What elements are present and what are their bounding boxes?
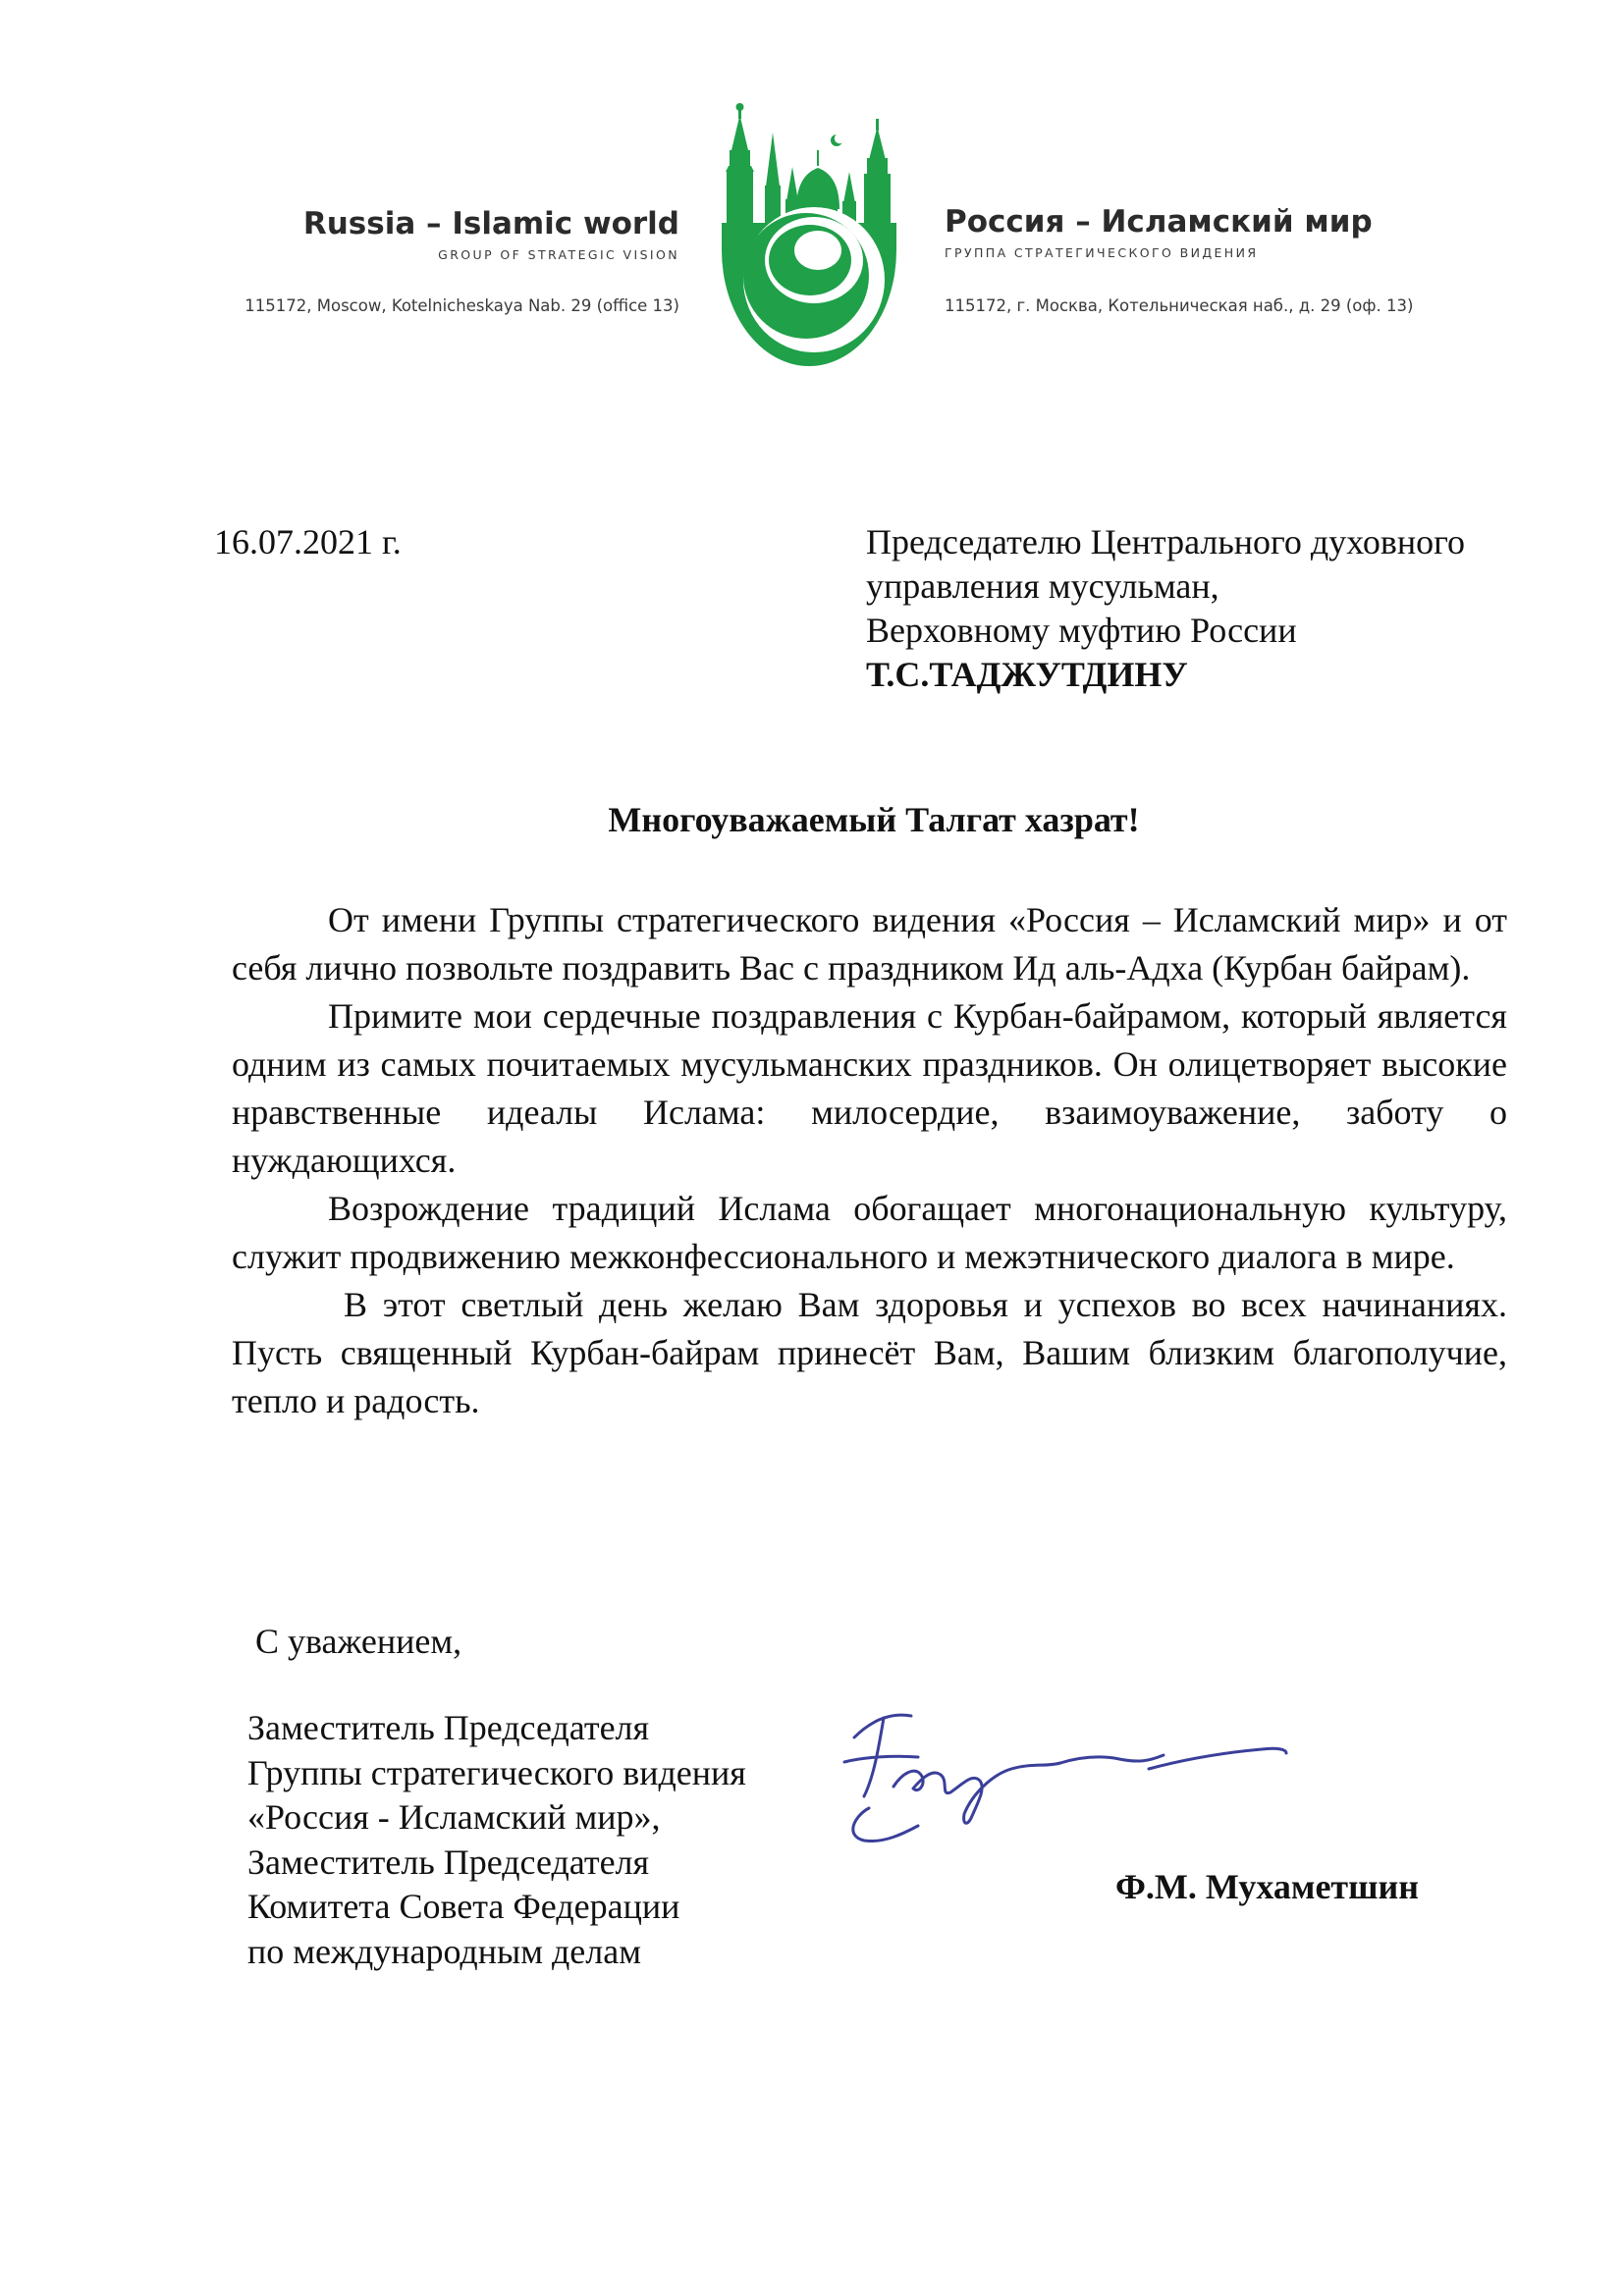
letter-body [232,896,1507,1425]
body-paragraph: От имени Группы стратегического видения «Россия – Исламский мир» и от себя лично позвольте поздравить Вас с праздником Ид аль-Адха (Курбан байрам). [232,900,1507,988]
letterhead-right-title: Россия – Исламский мир [945,204,1373,240]
position-line: «Россия - Исламский мир», [247,1797,661,1837]
position-line: Заместитель Председателя [247,1842,650,1882]
addressee-line: Верховному муфтию России [866,611,1297,650]
body-paragraph: В этот светлый день желаю Вам здоровья и успехов во всех начинаниях. Пусть священный Курбан-байрам принесёт Вам, Вашим близким благополучие, тепло и радость. [232,1285,1507,1420]
handwritten-signature-icon [825,1679,1296,1855]
signatory-name: Ф.М. Мухаметшин [1115,1867,1419,1906]
letterhead-right-subtitle: ГРУППА СТРАТЕГИЧЕСКОГО ВИДЕНИЯ [945,245,1259,260]
letterhead-left-subtitle: GROUP OF STRATEGIC VISION [438,247,679,262]
signatory-position [247,1706,746,1974]
addressee-line: Председателю Центрального духовного [866,522,1465,561]
letterhead-left-title: Russia – Islamic world [302,206,679,241]
position-line: Заместитель Председателя [247,1708,650,1747]
position-line: Комитета Совета Федерации [247,1887,680,1926]
body-paragraph: Возрождение традиций Ислама обогащает многонациональную культуру, служит продвижению межконфессионального и межэтнического диалога в мире. [232,1189,1507,1276]
salutation: Многоуважаемый Талгат хазрат! [608,800,1140,839]
position-line: по международным делам [247,1931,641,1971]
addressee-block [866,520,1465,697]
body-paragraph: Примите мои сердечные поздравления с Курбан-байрамом, который является одним из самых почитаемых мусульманских праздников. Он олицетворяет высокие нравственные идеалы Ислама: милосердие, взаимоуважение, заботу о нуждающихся. [232,996,1507,1180]
addressee-name: Т.С.ТАДЖУТДИНУ [866,655,1188,694]
letter-date: 16.07.2021 г. [214,522,402,561]
letterhead-left-address: 115172, Moscow, Kotelnicheskaya Nab. 29 (office 13) [244,296,679,315]
kremlin-mosque-crescent-logo-icon [712,93,908,388]
addressee-line: управления мусульман, [866,566,1219,606]
closing: С уважением, [255,1622,462,1661]
letterhead-right-address: 115172, г. Москва, Котельническая наб., д. 29 (оф. 13) [945,296,1414,315]
position-line: Группы стратегического видения [247,1752,746,1792]
